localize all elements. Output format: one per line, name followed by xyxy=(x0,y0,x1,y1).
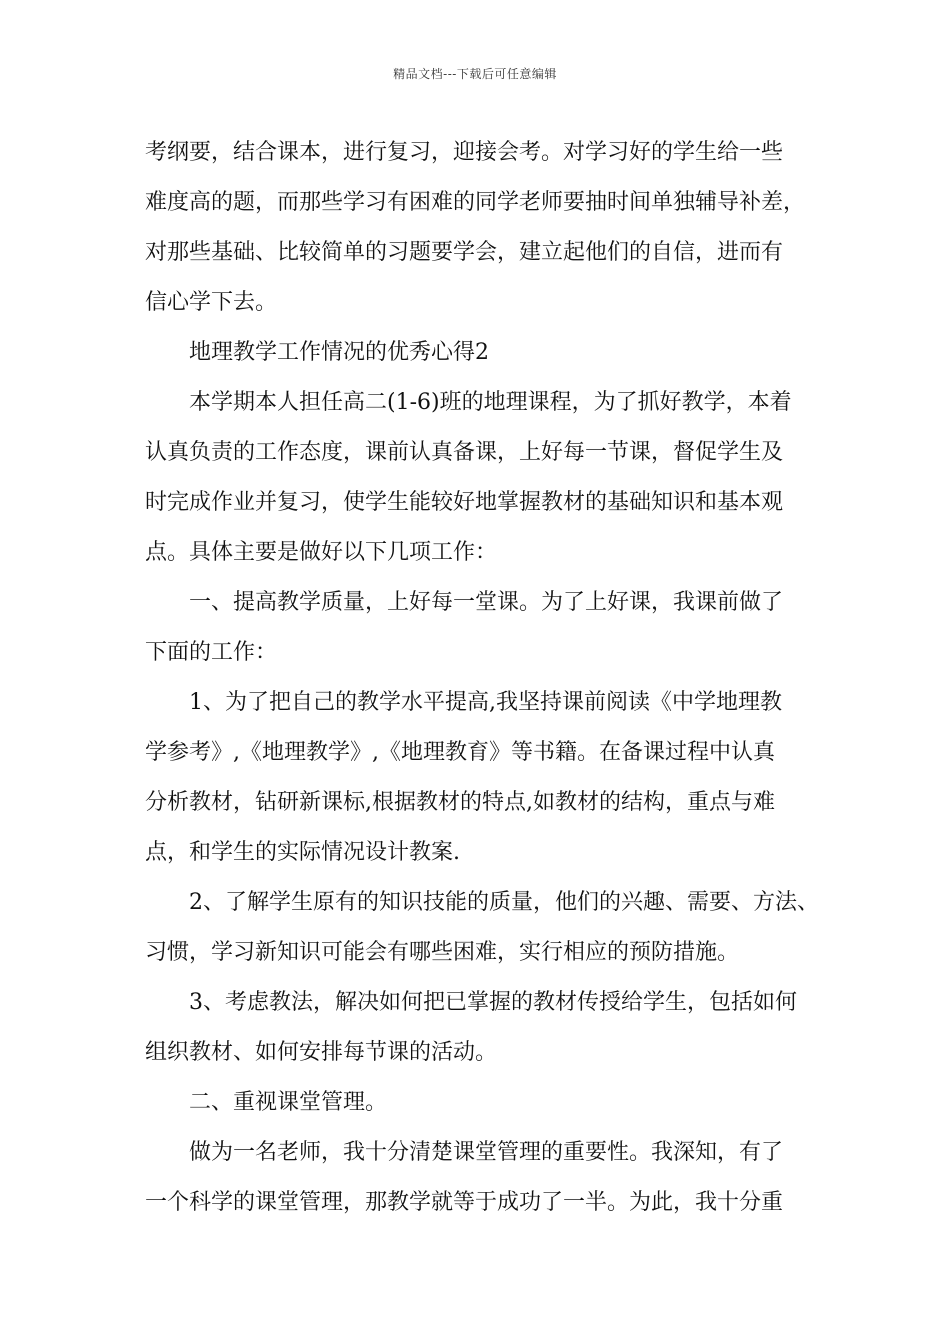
text-line: 2、了解学生原有的知识技能的质量，他们的兴趣、需要、方法、 xyxy=(189,890,819,915)
text-line: 学参考》,《地理教学》,《地理教育》等书籍。在备课过程中认真 xyxy=(145,740,775,765)
text-line: 做为一名老师，我十分清楚课堂管理的重要性。我深知，有了 xyxy=(189,1140,784,1165)
section-heading: 二、重视课堂管理。 xyxy=(189,1090,388,1115)
text-line: 下面的工作： xyxy=(145,640,278,665)
section-title: 地理教学工作情况的优秀心得2 xyxy=(189,340,489,365)
page-header: 精品文档---下载后可任意编辑 xyxy=(393,67,557,81)
text-line: 3、考虑教法，解决如何把已掌握的教材传授给学生，包括如何 xyxy=(189,990,797,1015)
text-line: 考纲要，结合课本，进行复习，迎接会考。对学习好的学生给一些 xyxy=(145,140,784,165)
text-line: 难度高的题，而那些学习有困难的同学老师要抽时间单独辅导补差， xyxy=(145,190,806,215)
text-line: 组织教材、如何安排每节课的活动。 xyxy=(145,1040,498,1065)
text-line: 一个科学的课堂管理，那教学就等于成功了一半。为此，我十分重 xyxy=(145,1190,784,1215)
text-line: 分析教材，钻研新课标,根据教材的特点,如教材的结构，重点与难 xyxy=(145,790,775,815)
text-line: 习惯，学习新知识可能会有哪些困难，实行相应的预防措施。 xyxy=(145,940,740,965)
text-line: 认真负责的工作态度，课前认真备课，上好每一节课，督促学生及 xyxy=(145,440,784,465)
text-line: 1、为了把自己的教学水平提高,我坚持课前阅读《中学地理教 xyxy=(189,690,782,715)
document-body xyxy=(145,128,825,1228)
text-line: 点，和学生的实际情况设计教案. xyxy=(145,840,460,865)
text-line: 信心学下去。 xyxy=(145,290,278,315)
text-line: 点。具体主要是做好以下几项工作： xyxy=(145,540,498,565)
text-line: 时完成作业并复习，使学生能较好地掌握教材的基础知识和基本观 xyxy=(145,490,784,515)
text-line: 对那些基础、比较简单的习题要学会，建立起他们的自信，进而有 xyxy=(145,240,784,265)
text-line: 本学期本人担任高二(1-6)班的地理课程，为了抓好教学，本着 xyxy=(189,390,792,415)
text-line: 一、提高教学质量，上好每一堂课。为了上好课，我课前做了 xyxy=(189,590,784,615)
